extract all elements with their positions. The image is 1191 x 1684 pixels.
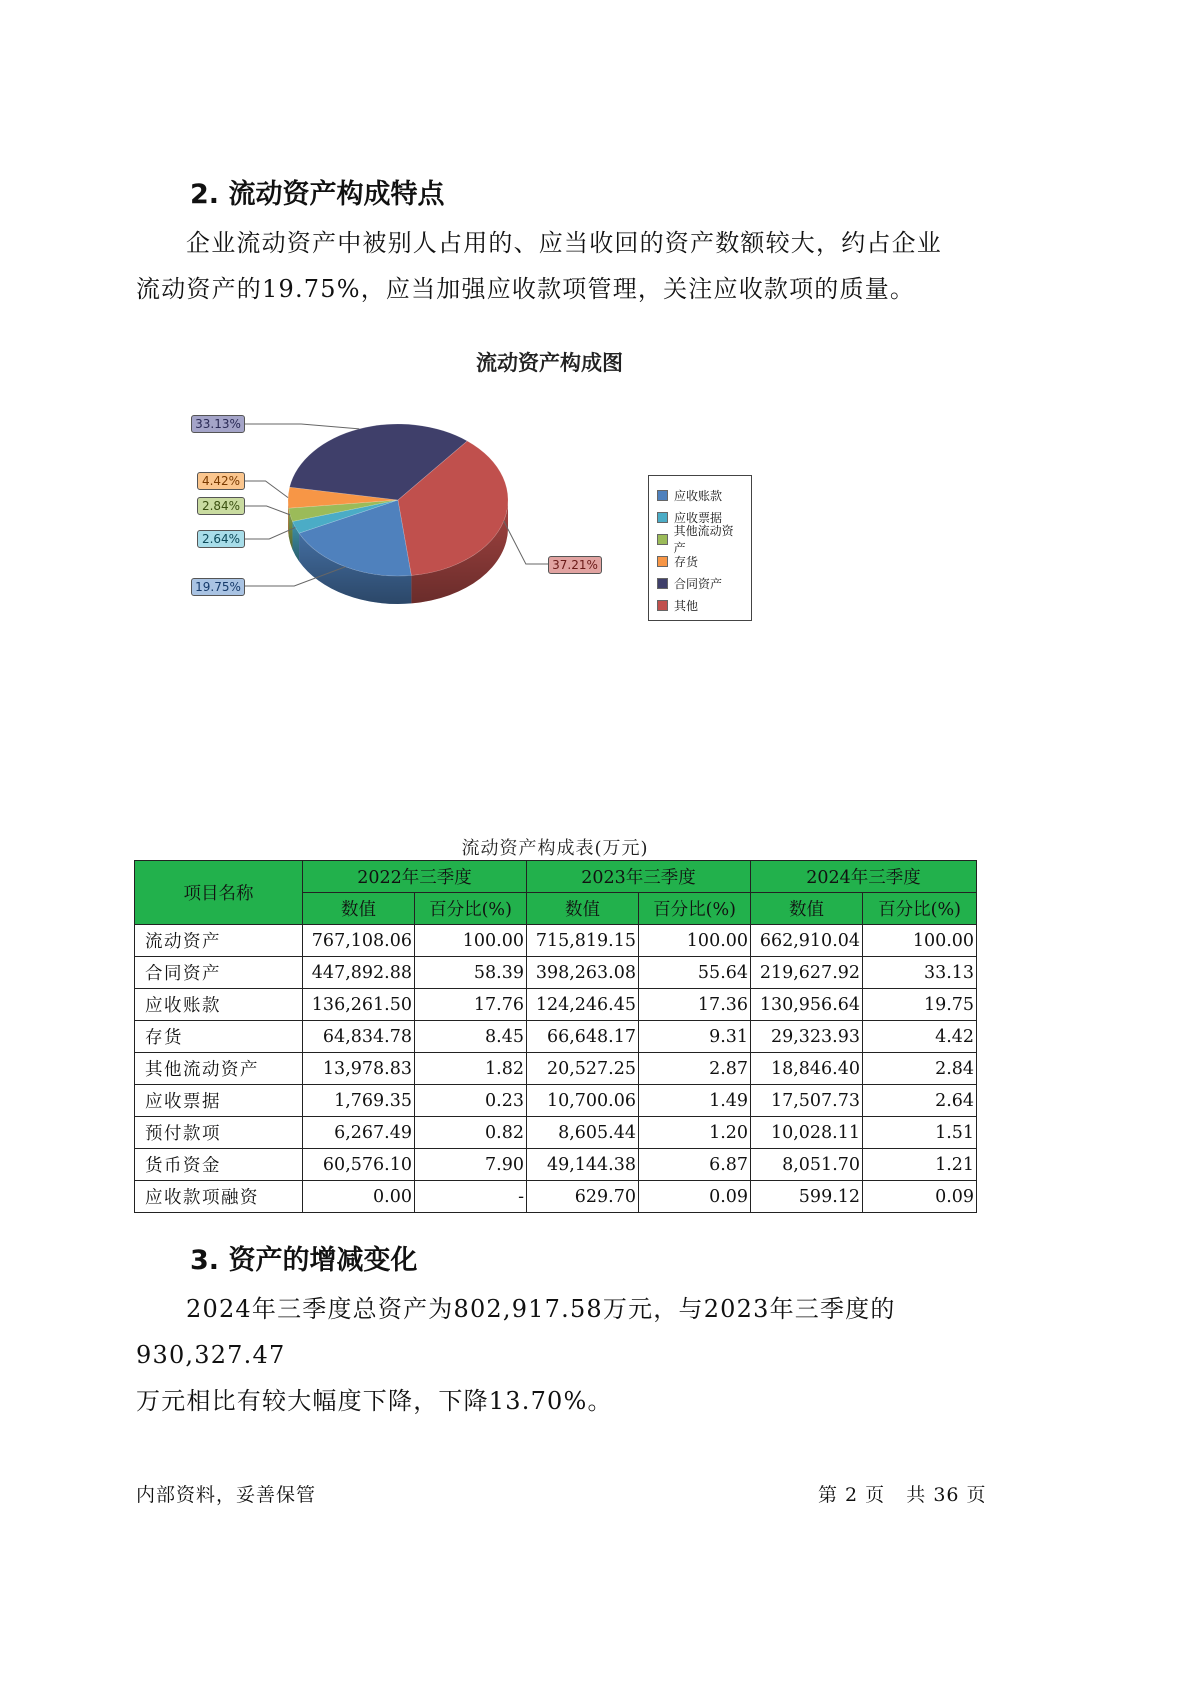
cell-percent: 0.09: [863, 1181, 977, 1213]
cell-percent: 58.39: [415, 957, 527, 989]
table-row: [135, 1181, 977, 1213]
chart-title: 流动资产构成图: [476, 351, 623, 375]
cell-percent: 6.87: [639, 1149, 751, 1181]
header-item-name: 项目名称: [135, 861, 303, 925]
cell-percent: 100.00: [415, 925, 527, 957]
row-item-name: 应收款项融资: [135, 1181, 303, 1213]
row-item-name: 流动资产: [135, 925, 303, 957]
cell-percent: 17.36: [639, 989, 751, 1021]
cell-percent: 55.64: [639, 957, 751, 989]
table-row: [135, 1053, 977, 1085]
chart-legend: [648, 475, 752, 621]
cell-value: 10,028.11: [751, 1117, 863, 1149]
pie-leader-line: [243, 481, 288, 498]
cell-percent: 33.13: [863, 957, 977, 989]
table-row: [135, 989, 977, 1021]
footer-left: 内部资料，妥善保管: [136, 1484, 317, 1506]
legend-swatch: [657, 490, 668, 501]
legend-label: 存货: [674, 554, 699, 569]
cell-percent: 9.31: [639, 1021, 751, 1053]
cell-value: 136,261.50: [303, 989, 415, 1021]
legend-label: 其他流动资产: [673, 524, 734, 555]
table-row: [135, 957, 977, 989]
cell-value: 13,978.83: [303, 1053, 415, 1085]
header-period: 2023年三季度: [527, 861, 751, 893]
legend-label: 其他: [674, 598, 699, 613]
legend-item: [657, 524, 743, 555]
cell-value: 629.70: [527, 1181, 639, 1213]
current-assets-table: [134, 860, 977, 1213]
paragraph-line: 万元相比有较大幅度下降，下降13.70%。: [136, 1387, 613, 1415]
legend-item: [657, 572, 743, 594]
cell-value: 130,956.64: [751, 989, 863, 1021]
cell-value: 8,605.44: [527, 1117, 639, 1149]
pie-chart: [180, 400, 580, 640]
data-label-contract-assets: 33.13%: [191, 415, 245, 433]
header-period: 2024年三季度: [751, 861, 977, 893]
data-label-notes-receivable: 2.64%: [197, 530, 245, 548]
legend-label: 合同资产: [674, 576, 723, 591]
pie-leader-line: [243, 506, 290, 515]
section-paragraph-2: [136, 220, 1016, 312]
cell-percent: 1.49: [639, 1085, 751, 1117]
table-row: [135, 1117, 977, 1149]
cell-percent: 7.90: [415, 1149, 527, 1181]
row-item-name: 合同资产: [135, 957, 303, 989]
row-item-name: 应收票据: [135, 1085, 303, 1117]
cell-percent: 1.21: [863, 1149, 977, 1181]
cell-percent: 4.42: [863, 1021, 977, 1053]
legend-item: [657, 484, 743, 506]
cell-percent: -: [415, 1181, 527, 1213]
cell-percent: 2.84: [863, 1053, 977, 1085]
cell-value: 8,051.70: [751, 1149, 863, 1181]
cell-value: 20,527.25: [527, 1053, 639, 1085]
section-paragraph-3: [136, 1286, 1016, 1424]
pie-leader-line: [243, 424, 359, 429]
legend-swatch: [657, 556, 668, 567]
cell-value: 715,819.15: [527, 925, 639, 957]
cell-percent: 8.45: [415, 1021, 527, 1053]
cell-value: 49,144.38: [527, 1149, 639, 1181]
legend-swatch: [657, 600, 668, 611]
section-heading-2: 2. 流动资产构成特点: [190, 179, 445, 210]
cell-value: 0.00: [303, 1181, 415, 1213]
table-caption: 流动资产构成表(万元): [461, 838, 649, 859]
cell-value: 6,267.49: [303, 1117, 415, 1149]
cell-value: 64,834.78: [303, 1021, 415, 1053]
cell-percent: 19.75: [863, 989, 977, 1021]
cell-value: 60,576.10: [303, 1149, 415, 1181]
header-value: 数值: [527, 893, 639, 925]
paragraph-line: 企业流动资产中被别人占用的、应当收回的资产数额较大，约占企业: [186, 229, 942, 257]
table-row: [135, 1021, 977, 1053]
header-percent: 百分比(%): [639, 893, 751, 925]
cell-value: 599.12: [751, 1181, 863, 1213]
data-label-accounts-receivable: 19.75%: [191, 578, 245, 596]
data-label-other-current-assets: 2.84%: [197, 497, 245, 515]
legend-swatch: [657, 512, 668, 523]
cell-value: 10,700.06: [527, 1085, 639, 1117]
cell-percent: 2.87: [639, 1053, 751, 1085]
table-row: [135, 925, 977, 957]
footer-page-number: 第 2 页 共 36 页: [818, 1484, 987, 1506]
pie-leader-line: [504, 521, 548, 564]
cell-percent: 100.00: [863, 925, 977, 957]
legend-swatch: [657, 534, 668, 545]
data-label-inventory: 4.42%: [197, 472, 245, 490]
cell-value: 219,627.92: [751, 957, 863, 989]
legend-item: [657, 594, 743, 616]
cell-value: 29,323.93: [751, 1021, 863, 1053]
row-item-name: 其他流动资产: [135, 1053, 303, 1085]
cell-percent: 1.82: [415, 1053, 527, 1085]
row-item-name: 应收账款: [135, 989, 303, 1021]
paragraph-line: 2024年三季度总资产为802,917.58万元，与2023年三季度的930,327.47: [136, 1295, 896, 1369]
cell-value: 767,108.06: [303, 925, 415, 957]
legend-swatch: [657, 578, 668, 589]
cell-percent: 0.09: [639, 1181, 751, 1213]
cell-percent: 17.76: [415, 989, 527, 1021]
header-value: 数值: [751, 893, 863, 925]
pie-leader-line: [243, 527, 295, 539]
cell-value: 17,507.73: [751, 1085, 863, 1117]
row-item-name: 存货: [135, 1021, 303, 1053]
header-value: 数值: [303, 893, 415, 925]
table-row: [135, 1085, 977, 1117]
header-period: 2022年三季度: [303, 861, 527, 893]
header-percent: 百分比(%): [415, 893, 527, 925]
cell-percent: 100.00: [639, 925, 751, 957]
table-row: [135, 1149, 977, 1181]
cell-value: 18,846.40: [751, 1053, 863, 1085]
cell-percent: 1.20: [639, 1117, 751, 1149]
cell-value: 1,769.35: [303, 1085, 415, 1117]
cell-percent: 1.51: [863, 1117, 977, 1149]
header-percent: 百分比(%): [863, 893, 977, 925]
row-item-name: 预付款项: [135, 1117, 303, 1149]
section-heading-3: 3. 资产的增减变化: [190, 1245, 418, 1276]
cell-value: 447,892.88: [303, 957, 415, 989]
cell-percent: 0.23: [415, 1085, 527, 1117]
data-label-other: 37.21%: [548, 556, 602, 574]
row-item-name: 货币资金: [135, 1149, 303, 1181]
paragraph-line: 流动资产的19.75%，应当加强应收款项管理，关注应收款项的质量。: [136, 275, 916, 303]
cell-value: 66,648.17: [527, 1021, 639, 1053]
cell-value: 124,246.45: [527, 989, 639, 1021]
cell-value: 662,910.04: [751, 925, 863, 957]
legend-label: 应收票据: [674, 510, 723, 525]
cell-percent: 0.82: [415, 1117, 527, 1149]
cell-percent: 2.64: [863, 1085, 977, 1117]
cell-value: 398,263.08: [527, 957, 639, 989]
legend-label: 应收账款: [674, 488, 723, 503]
